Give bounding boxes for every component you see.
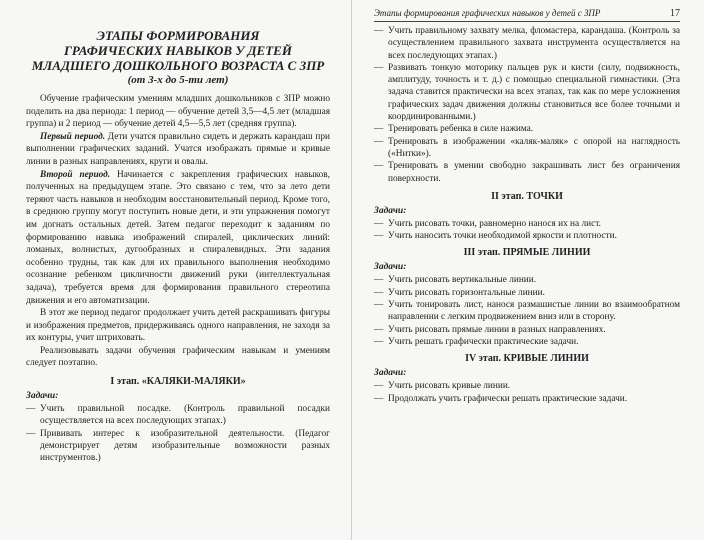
- stage-1-task-list: [26, 403, 330, 464]
- chapter-subtitle: (от 3-х до 5-ти лет): [127, 74, 229, 86]
- intro-paragraph: Обучение графическим умениям младших дошкольников с ЗПР можно поделить на два периода: 1 период — обучение детей 3,5—4,5 лет (младшая группа) и 2 период — обучение детей 4,5—5,5 лет (средняя группа).: [26, 94, 330, 130]
- stage-4-task-list: [374, 380, 680, 405]
- first-period-lead: Первый период.: [40, 131, 106, 142]
- list-item: — Развивать тонкую моторику пальцев рук и кисти (силу, подвижность, амплитуду, точность и т. д.) с помощью специальной гимнастики. (Эта задача ставится практически на всех этапах, так как по мере усложнения графических задач движения должны становиться все более точными и координированными.): [374, 62, 680, 123]
- stepwise-paragraph: Реализовывать задачи обучения графическим навыкам и умениям следует поэтапно.: [26, 345, 330, 369]
- tasks-label: Задачи:: [26, 391, 59, 402]
- list-item: — Учить правильной посадке. (Контроль правильной посадки осуществляется на всех последующих этапах.): [26, 403, 330, 428]
- list-item: — Прививать интерес к изобразительной деятельности. (Педагог демонстрирует детям изобразительные возможности разных инструментов.): [26, 428, 330, 465]
- list-item: — Учить тонировать лист, нанося размашистые линии во взаимообратном направлении с легким продвижением вниз или в сторону.: [374, 299, 680, 324]
- list-item: — Учить рисовать точки, равномерно нанося их на лист.: [374, 218, 680, 230]
- list-item: — Учить рисовать прямые линии в разных направлениях.: [374, 324, 680, 336]
- title-line: ГРАФИЧЕСКИХ НАВЫКОВ У ДЕТЕЙ: [64, 43, 292, 58]
- list-item: — Учить правильному захвату мелка, фломастера, карандаша. (Контроль за осуществлением правильного захвата инструмента осуществляется на всех последующих этапах.): [374, 25, 680, 62]
- list-item: — Учить наносить точки необходимой яркости и плотности.: [374, 230, 680, 242]
- second-period-paragraph: [26, 169, 330, 308]
- right-page: [352, 0, 704, 540]
- list-item: — Продолжать учить графически решать практические задачи.: [374, 393, 680, 405]
- running-header: [374, 8, 680, 22]
- second-period-lead: Второй период.: [40, 169, 111, 180]
- tasks-label: Задачи:: [374, 205, 407, 216]
- running-head-text: Этапы формирования графических навыков у детей с ЗПР: [374, 8, 601, 18]
- second-period-text: Начинается с закрепления графических навыков, полученных на предыдущем этапе. Это связано с тем, что за лето дети теряют часть навыков и необходим восстановительный период. Кроме того, в среднюю группу могут поступить новые дети, и эти упражнения помогут им догнать остальных детей. Затем педагог переходит к заданиям по формированию навыка изображений спиралей, циклических линий: ломаных, волнистых, дугообразных и спиралевидных. Эти задания особенно трудны, так как для их правильного выполнения необходимо осознание ребенком цикличности движений руки (интеллектуальная задача), требуется время для формирования правильного стереотипа движения и его автоматизации.: [26, 169, 330, 306]
- list-item: — Учить рисовать кривые линии.: [374, 380, 680, 392]
- list-item: — Учить решать графически практические задачи.: [374, 336, 680, 348]
- title-line: ЭТАПЫ ФОРМИРОВАНИЯ: [96, 28, 260, 43]
- stage-3-task-list: [374, 274, 680, 348]
- coloring-paragraph: В этот же период педагог продолжает учить детей раскрашивать фигуры и изображения предметов, придерживаясь одного направления, не заходя за их контуры, учит штриховать.: [26, 308, 330, 344]
- list-item: — Учить рисовать вертикальные линии.: [374, 274, 680, 286]
- stage-3-heading: III этап. ПРЯМЫЕ ЛИНИИ: [463, 247, 591, 259]
- stage-2-heading: II этап. ТОЧКИ: [491, 190, 563, 202]
- list-item: — Тренировать в изображении «каляк-маляк» с опорой на наглядность («Нитки»).: [374, 136, 680, 161]
- stage-1-heading: I этап. «КАЛЯКИ-МАЛЯКИ»: [110, 376, 246, 388]
- tasks-label: Задачи:: [374, 368, 407, 379]
- stage-2-task-list: [374, 218, 680, 243]
- list-item: — Тренировать ребенка в силе нажима.: [374, 123, 680, 135]
- title-line: МЛАДШЕГО ДОШКОЛЬНОГО ВОЗРАСТА С ЗПР: [31, 58, 325, 73]
- chapter-title: [26, 28, 330, 73]
- page-number: 17: [670, 8, 680, 19]
- tasks-label: Задачи:: [374, 262, 407, 273]
- stage-4-heading: IV этап. КРИВЫЕ ЛИНИИ: [465, 353, 589, 365]
- first-period-text: Дети учатся правильно сидеть и держать карандаш при выполнении графических заданий. Учатся изображать прямые и кривые линии в разных направлениях, круги и овалы.: [26, 131, 331, 167]
- list-item: — Тренировать в умении свободно закрашивать лист без ограничения поверхности.: [374, 160, 680, 185]
- stage-1-continued-list: [374, 25, 680, 185]
- first-period-paragraph: [26, 131, 330, 169]
- list-item: — Учить рисовать горизонтальные линии.: [374, 287, 680, 299]
